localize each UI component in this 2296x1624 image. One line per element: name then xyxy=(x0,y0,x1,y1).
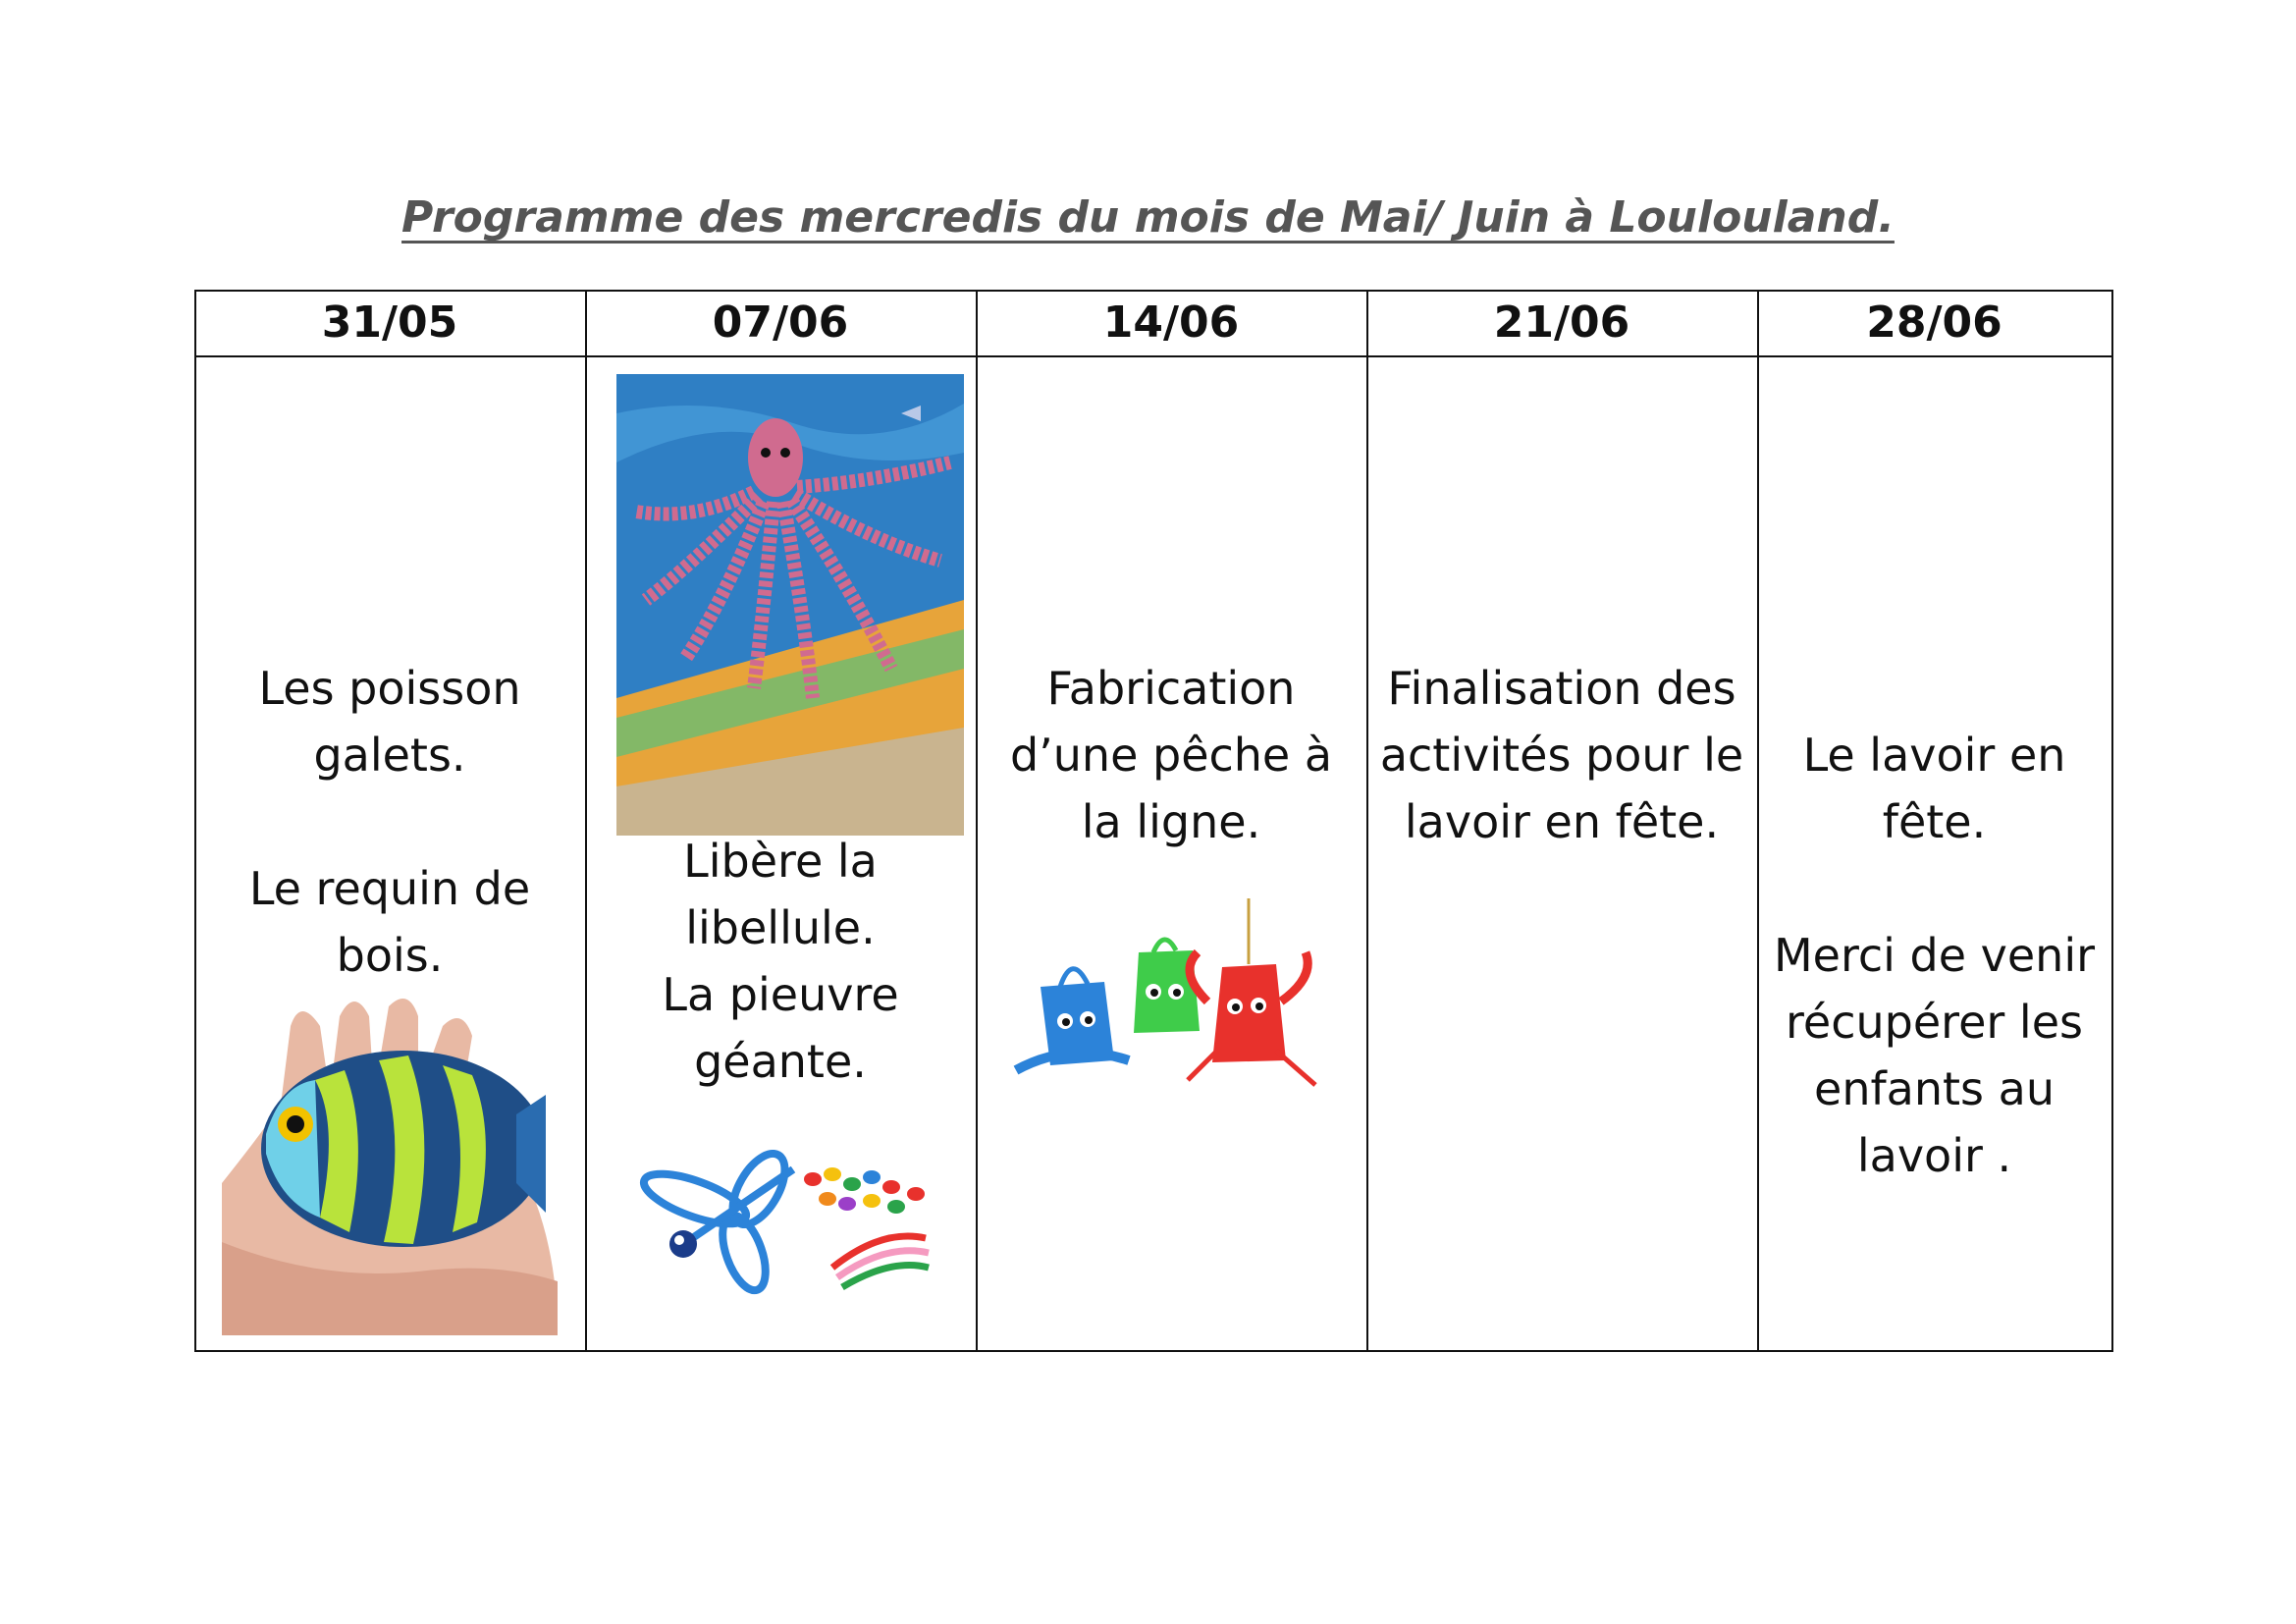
cell-activity-1 xyxy=(194,358,585,1352)
header-date-4: 21/06 xyxy=(1493,298,1630,348)
activity-text-5: Le lavoir en fête. Merci de venir récupérer les enfants au lavoir . xyxy=(1773,729,2096,1182)
activity-text-1: Les poisson galets. Le requin de bois. xyxy=(248,662,531,982)
header-date-1: 31/05 xyxy=(321,298,458,348)
cell-activity-4 xyxy=(1366,358,1757,1352)
header-date-2: 07/06 xyxy=(712,298,849,348)
cell-activity-3 xyxy=(976,358,1366,1352)
activity-text-2: Libère la libellule. La pieuvre géante. xyxy=(662,835,899,1088)
cell-activity-2 xyxy=(585,358,976,1352)
header-date-5: 28/06 xyxy=(1866,298,2002,348)
header-date-3: 14/06 xyxy=(1102,298,1240,348)
cell-activity-5 xyxy=(1757,358,2111,1352)
schedule-table xyxy=(194,290,2113,1352)
dragonfly-craft-image xyxy=(636,1150,931,1297)
octopus-mural-image xyxy=(616,374,964,836)
page-title: Programme des mercredis du mois de Mai/ Juin à Loulouland. xyxy=(401,192,1895,243)
activity-text-4: Finalisation des activités pour le lavoir en fête. xyxy=(1379,662,1744,848)
cup-fishing-craft-image xyxy=(1011,893,1331,1100)
activity-text-3: Fabrication d’une pêche à la ligne. xyxy=(1009,662,1333,848)
fish-pebble-image xyxy=(222,987,558,1335)
